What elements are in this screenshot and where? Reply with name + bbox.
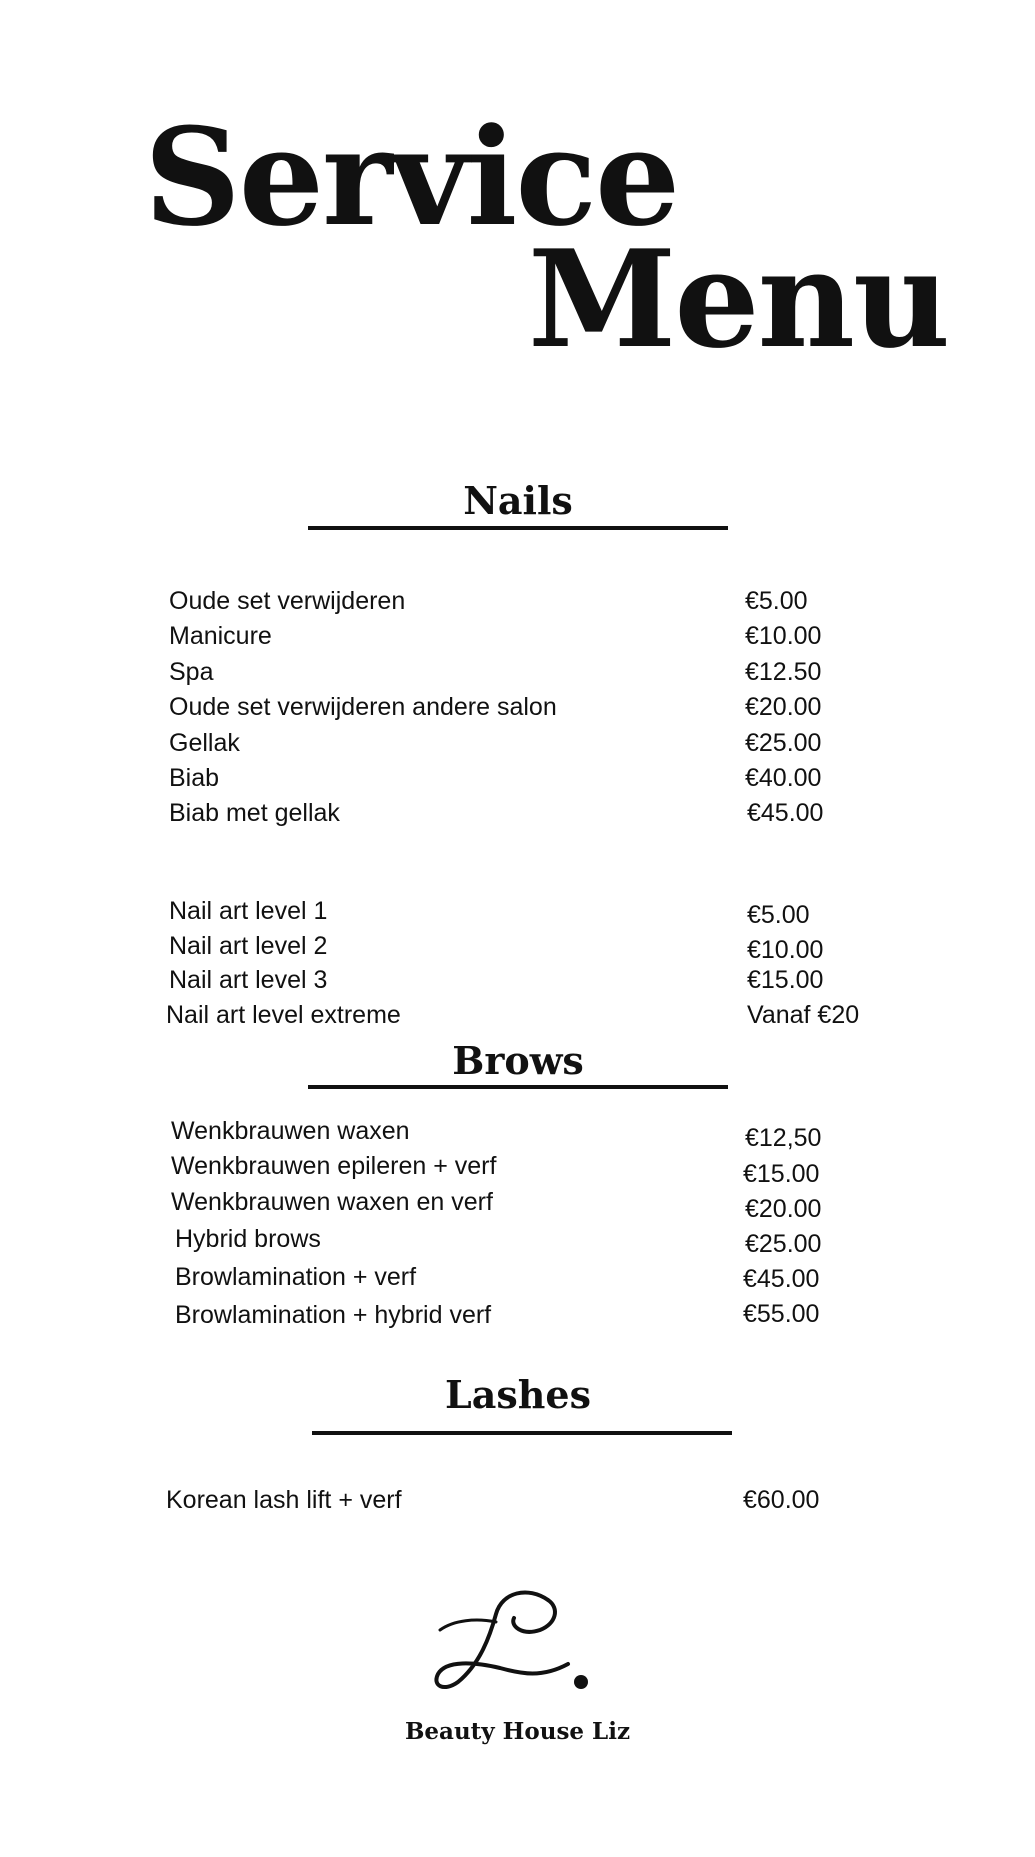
nails-item-name: Oude set verwijderen	[169, 587, 406, 615]
nails-item-price: €40.00	[745, 764, 822, 792]
nail-art-name: Nail art level 2	[169, 932, 328, 960]
brows-item-name: Wenkbrauwen epileren + verf	[171, 1152, 497, 1180]
brows-divider	[308, 1085, 728, 1089]
brows-item-price: €25.00	[745, 1230, 822, 1258]
brows-item-price: €15.00	[743, 1160, 820, 1188]
nails-item-price: €10.00	[745, 622, 822, 650]
nails-item-price: €12.50	[745, 658, 822, 686]
brows-item-price: €20.00	[745, 1195, 822, 1223]
brows-item-name: Wenkbrauwen waxen en verf	[171, 1188, 493, 1216]
brows-item-price: €12,50	[745, 1124, 822, 1152]
lashes-item-name: Korean lash lift + verf	[166, 1486, 402, 1514]
nails-item-price: €20.00	[745, 693, 822, 721]
nail-art-price: €10.00	[747, 936, 824, 964]
nails-item-name: Biab met gellak	[169, 799, 340, 827]
title-service: Service	[144, 98, 679, 256]
brows-heading: Brows	[452, 1038, 584, 1083]
nails-item-price: €25.00	[745, 729, 822, 757]
nails-item-name: Biab	[169, 764, 220, 792]
nail-art-price: €15.00	[747, 966, 824, 994]
brows-item-price: €45.00	[743, 1265, 820, 1293]
nail-art-name: Nail art level 1	[169, 897, 328, 925]
brows-item-price: €55.00	[743, 1300, 820, 1328]
nail-art-name: Nail art level extreme	[166, 1001, 401, 1029]
nails-item-name: Spa	[169, 658, 214, 686]
title-menu: Menu	[528, 220, 949, 378]
nail-art-price: €5.00	[747, 901, 810, 929]
nail-art-price: Vanaf €20	[747, 1001, 860, 1029]
brand-name: Beauty House Liz	[404, 1718, 631, 1745]
lashes-heading: Lashes	[445, 1372, 591, 1417]
script-l-monogram-icon	[418, 1582, 618, 1702]
brows-item-name: Browlamination + verf	[175, 1263, 417, 1291]
lashes-divider	[312, 1431, 732, 1435]
nails-item-price: €5.00	[745, 587, 808, 615]
nail-art-name: Nail art level 3	[169, 966, 328, 994]
nails-item-price: €45.00	[747, 799, 824, 827]
lashes-item-price: €60.00	[743, 1486, 820, 1514]
nails-item-name: Oude set verwijderen andere salon	[169, 693, 557, 721]
nails-item-name: Gellak	[169, 729, 240, 757]
brows-item-name: Browlamination + hybrid verf	[175, 1301, 492, 1329]
nails-item-name: Manicure	[169, 622, 272, 650]
brows-item-name: Wenkbrauwen waxen	[171, 1117, 410, 1145]
nails-heading: Nails	[463, 478, 573, 523]
brows-item-name: Hybrid brows	[175, 1225, 321, 1253]
nails-divider	[308, 526, 728, 530]
